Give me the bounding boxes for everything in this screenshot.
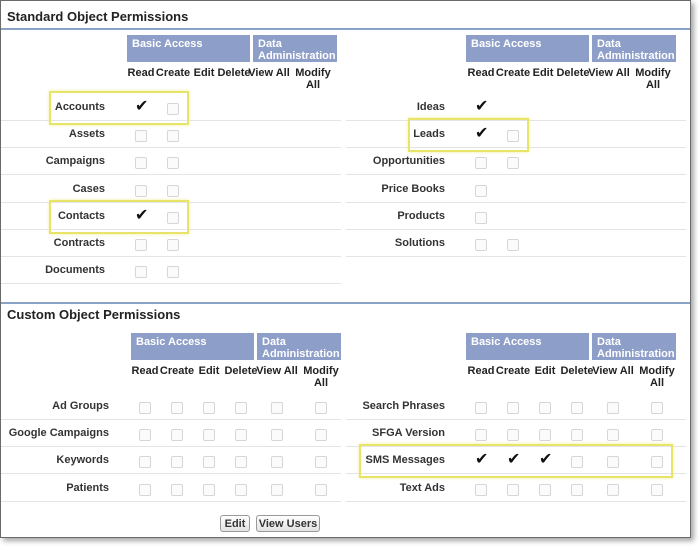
custom-search-phrases-delete-checkbox[interactable] (571, 402, 583, 414)
custom-search-phrases-view_all-checkbox[interactable] (607, 402, 619, 414)
custom-right-col-view-all: View All (592, 365, 634, 377)
custom-google-campaigns-read-checkbox[interactable] (139, 429, 151, 441)
standard-row-label-campaigns: Campaigns (45, 155, 105, 168)
standard-right-basic-access-header: Basic Access (466, 35, 589, 62)
custom-ad-groups-delete-checkbox[interactable] (235, 402, 247, 414)
custom-left-col-create: Create (159, 365, 195, 377)
standard-section-title: Standard Object Permissions (7, 9, 189, 24)
custom-row-divider (1, 473, 341, 474)
custom-sfga-version-delete-checkbox[interactable] (571, 429, 583, 441)
standard-left-col-read: Read (127, 67, 155, 79)
custom-ad-groups-read-checkbox[interactable] (139, 402, 151, 414)
custom-left-col-edit: Edit (198, 365, 220, 377)
custom-row-divider (1, 446, 341, 447)
standard-contacts-highlight (49, 200, 189, 234)
standard-assets-read-checkbox[interactable] (135, 130, 147, 142)
standard-left-col-edit: Edit (193, 67, 215, 79)
standard-row-label-assets: Assets (68, 128, 105, 141)
standard-left-basic-access-header: Basic Access (127, 35, 250, 62)
standard-row-divider (346, 202, 686, 203)
custom-keywords-delete-checkbox[interactable] (235, 456, 247, 468)
custom-row-label-sms-messages: SMS Messages (365, 454, 445, 467)
custom-sfga-version-create-checkbox[interactable] (507, 429, 519, 441)
standard-section-divider (1, 28, 690, 30)
standard-left-col-view-all: View All (248, 67, 290, 79)
custom-google-campaigns-delete-checkbox[interactable] (235, 429, 247, 441)
standard-row-label-price-books: Price Books (381, 182, 445, 195)
standard-right-col-edit: Edit (532, 67, 554, 79)
standard-opportunities-read-checkbox[interactable] (475, 157, 487, 169)
standard-left-data-admin-header: Data Administration (253, 35, 337, 62)
custom-left-col-view-all: View All (256, 365, 298, 377)
custom-patients-view_all-checkbox[interactable] (271, 484, 283, 496)
standard-right-data-admin-header: Data Administration (592, 35, 676, 62)
standard-row-divider (346, 174, 686, 175)
custom-row-label-sfga-version: SFGA Version (372, 427, 445, 440)
custom-right-basic-access-header: Basic Access (466, 333, 589, 360)
custom-google-campaigns-create-checkbox[interactable] (171, 429, 183, 441)
custom-row-divider (1, 419, 341, 420)
custom-text-ads-read-checkbox[interactable] (475, 484, 487, 496)
custom-search-phrases-create-checkbox[interactable] (507, 402, 519, 414)
standard-row-label-leads: Leads (413, 128, 445, 141)
custom-row-label-search-phrases: Search Phrases (362, 400, 445, 412)
standard-accounts-read-check-icon[interactable]: ✔ (135, 96, 149, 115)
custom-keywords-create-checkbox[interactable] (171, 456, 183, 468)
standard-left-col-delete: Delete (217, 67, 251, 79)
standard-documents-create-checkbox[interactable] (167, 266, 179, 278)
custom-search-phrases-modify_all-checkbox[interactable] (651, 402, 663, 414)
standard-right-col-delete: Delete (556, 67, 590, 79)
standard-row-divider (1, 256, 341, 257)
custom-patients-create-checkbox[interactable] (171, 484, 183, 496)
custom-sms-messages-create-check-icon[interactable]: ✔ (507, 449, 521, 469)
custom-section-divider (1, 302, 690, 304)
standard-row-label-products: Products (397, 209, 445, 222)
standard-documents-read-checkbox[interactable] (135, 266, 147, 278)
standard-cases-read-checkbox[interactable] (135, 185, 147, 197)
custom-patients-edit-checkbox[interactable] (203, 484, 215, 496)
custom-row-divider (1, 501, 341, 502)
standard-right-col-modify-all: Modify All (635, 67, 671, 91)
custom-ad-groups-edit-checkbox[interactable] (203, 402, 215, 414)
custom-text-ads-create-checkbox[interactable] (507, 484, 519, 496)
custom-sms-messages-highlight (359, 444, 673, 478)
custom-row-label-ad-groups: Ad Groups (52, 400, 109, 412)
standard-left-col-create: Create (155, 67, 191, 79)
standard-campaigns-read-checkbox[interactable] (135, 157, 147, 169)
standard-left-col-modify-all: Modify All (295, 67, 331, 91)
custom-ad-groups-create-checkbox[interactable] (171, 402, 183, 414)
standard-contacts-read-check-icon[interactable]: ✔ (135, 204, 149, 224)
custom-right-col-modify-all: Modify All (639, 365, 675, 389)
custom-search-phrases-read-checkbox[interactable] (475, 402, 487, 414)
custom-patients-read-checkbox[interactable] (139, 484, 151, 496)
standard-leads-read-check-icon[interactable]: ✔ (475, 123, 489, 143)
standard-accounts-highlight (49, 91, 189, 125)
standard-cases-create-checkbox[interactable] (167, 185, 179, 197)
custom-sms-messages-read-check-icon[interactable]: ✔ (475, 449, 489, 469)
standard-row-label-solutions: Solutions (394, 237, 445, 249)
custom-sfga-version-read-checkbox[interactable] (475, 429, 487, 441)
standard-row-label-accounts: Accounts (54, 101, 105, 113)
custom-text-ads-view_all-checkbox[interactable] (607, 484, 619, 496)
standard-right-col-view-all: View All (588, 67, 630, 79)
custom-text-ads-delete-checkbox[interactable] (571, 484, 583, 496)
custom-right-col-edit: Edit (534, 365, 556, 377)
custom-left-col-modify-all: Modify All (303, 365, 339, 389)
custom-text-ads-edit-checkbox[interactable] (539, 484, 551, 496)
custom-ad-groups-view_all-checkbox[interactable] (271, 402, 283, 414)
custom-row-divider (346, 419, 686, 420)
standard-assets-create-checkbox[interactable] (167, 130, 179, 142)
custom-google-campaigns-view_all-checkbox[interactable] (271, 429, 283, 441)
custom-right-col-delete: Delete (560, 365, 594, 377)
custom-sfga-version-edit-checkbox[interactable] (539, 429, 551, 441)
custom-sfga-version-view_all-checkbox[interactable] (607, 429, 619, 441)
standard-row-divider (346, 229, 686, 230)
standard-row-divider (1, 147, 341, 148)
standard-row-label-contacts: Contacts (57, 209, 105, 222)
standard-ideas-read-check-icon[interactable]: ✔ (475, 96, 489, 115)
custom-search-phrases-edit-checkbox[interactable] (539, 402, 551, 414)
standard-row-divider (1, 174, 341, 175)
custom-row-label-text-ads: Text Ads (399, 481, 445, 494)
standard-row-label-documents: Documents (45, 264, 105, 277)
standard-row-label-ideas: Ideas (416, 101, 445, 113)
standard-products-read-checkbox[interactable] (475, 212, 487, 224)
standard-price-books-read-checkbox[interactable] (475, 185, 487, 197)
custom-keywords-read-checkbox[interactable] (139, 456, 151, 468)
standard-contracts-create-checkbox[interactable] (167, 239, 179, 251)
standard-solutions-read-checkbox[interactable] (475, 239, 487, 251)
standard-row-divider (1, 283, 341, 284)
custom-row-label-patients: Patients (66, 481, 109, 494)
custom-left-col-delete: Delete (224, 365, 258, 377)
custom-left-basic-access-header: Basic Access (131, 333, 254, 360)
custom-left-data-admin-header: Data Administration (257, 333, 341, 360)
custom-right-col-read: Read (467, 365, 495, 377)
custom-right-col-create: Create (495, 365, 531, 377)
custom-section-title: Custom Object Permissions (7, 307, 181, 322)
custom-google-campaigns-edit-checkbox[interactable] (203, 429, 215, 441)
custom-right-data-admin-header: Data Administration (592, 333, 676, 360)
custom-sfga-version-modify_all-checkbox[interactable] (651, 429, 663, 441)
custom-row-label-keywords: Keywords (56, 454, 109, 467)
standard-contracts-read-checkbox[interactable] (135, 239, 147, 251)
edit-button[interactable]: Edit (220, 515, 250, 532)
custom-row-divider (346, 501, 686, 502)
standard-campaigns-create-checkbox[interactable] (167, 157, 179, 169)
custom-keywords-edit-checkbox[interactable] (203, 456, 215, 468)
standard-right-col-read: Read (467, 67, 495, 79)
standard-row-label-opportunities: Opportunities (372, 155, 445, 168)
standard-opportunities-create-checkbox[interactable] (507, 157, 519, 169)
custom-row-label-google-campaigns: Google Campaigns (8, 427, 109, 440)
standard-row-label-cases: Cases (72, 182, 105, 195)
standard-row-label-contracts: Contracts (53, 237, 105, 249)
custom-patients-delete-checkbox[interactable] (235, 484, 247, 496)
custom-sms-messages-edit-check-icon[interactable]: ✔ (539, 449, 553, 469)
standard-solutions-create-checkbox[interactable] (507, 239, 519, 251)
standard-leads-highlight (408, 118, 529, 152)
custom-text-ads-modify_all-checkbox[interactable] (651, 484, 663, 496)
view-users-button[interactable]: View Users (256, 515, 320, 532)
custom-left-col-read: Read (131, 365, 159, 377)
standard-row-divider (346, 256, 686, 257)
standard-right-col-create: Create (495, 67, 531, 79)
custom-keywords-view_all-checkbox[interactable] (271, 456, 283, 468)
